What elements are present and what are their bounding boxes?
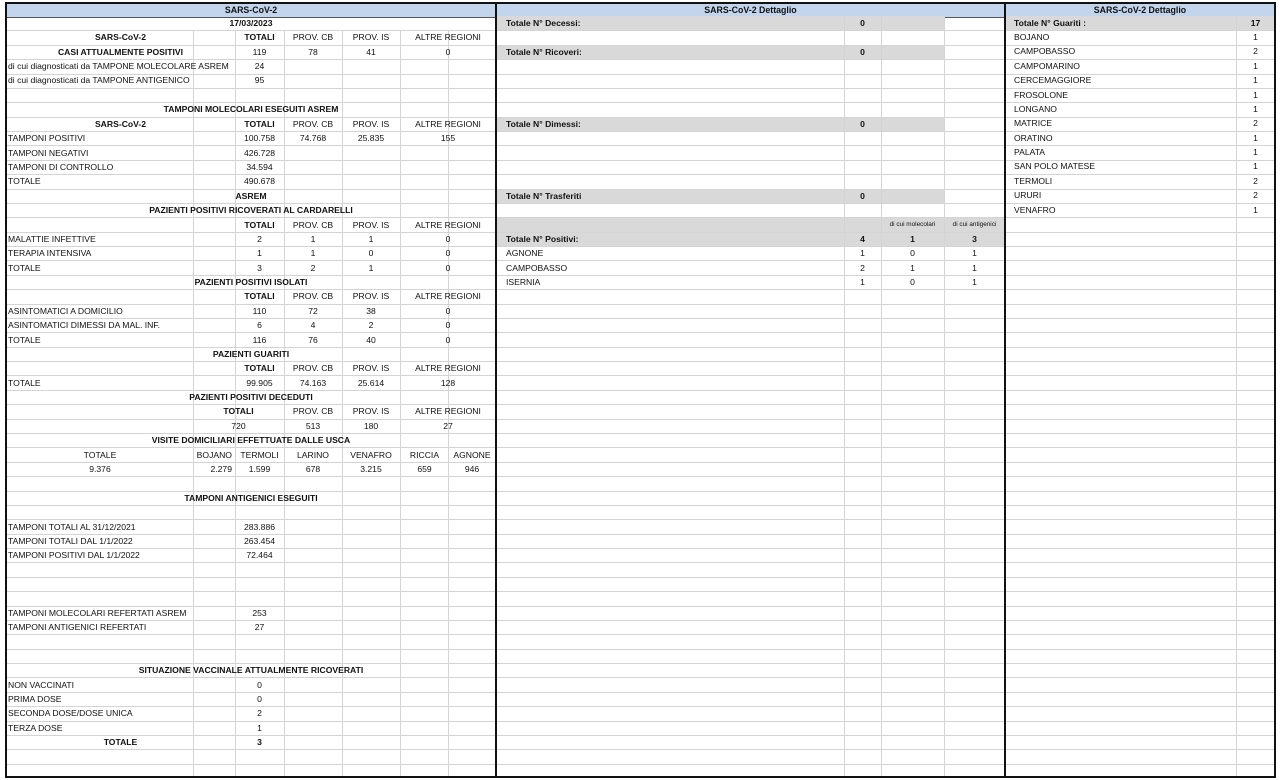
asintomatici-dimessi-totali: 6 (257, 320, 262, 330)
guariti-comune-label: CAMPOMARINO (1014, 61, 1080, 71)
antigenici-2021-value: 283.886 (243, 522, 276, 532)
tamponi-controllo-totali: 34.594 (246, 162, 273, 172)
gridline-h (497, 649, 1004, 650)
gridline-h (1006, 347, 1274, 348)
tamponi-positivi-totali: 100.758 (243, 133, 276, 143)
ricoverati-totale-is: 1 (368, 263, 374, 273)
gridline-h (1006, 289, 1274, 290)
casi-main-altre: 0 (445, 47, 451, 57)
gridline-h (7, 649, 495, 650)
gridline-h (1006, 562, 1274, 563)
isolati-totale-cb: 76 (308, 335, 318, 345)
gridline-h (497, 347, 1004, 348)
terapia-intensiva-cb: 1 (310, 248, 316, 258)
gridline-h (497, 88, 1004, 89)
tamponi-totale-totali: 490.678 (243, 176, 276, 186)
casi-col-totali: TOTALI (244, 32, 275, 42)
gridline-h (497, 145, 1004, 146)
terapia-intensiva-label: TERAPIA INTENSIVA (8, 248, 92, 258)
positivi-molecolari: 1 (910, 234, 915, 244)
gridline-h (497, 404, 1004, 405)
gridline-h (1006, 519, 1274, 520)
positivi-agnone-molecolari: 0 (910, 248, 915, 258)
ricoveri-label: Totale N° Ricoveri: (506, 47, 582, 57)
gridline-h (7, 749, 495, 750)
non-vaccinati-label: NON VACCINATI (8, 680, 75, 690)
vaccinale-totale-label: TOTALE (103, 737, 138, 747)
guariti-comune-label: ORATINO (1014, 133, 1053, 143)
gridline-h (497, 160, 1004, 161)
asintomatici-domicilio-cb: 72 (308, 306, 318, 316)
gridline-h (497, 462, 1004, 463)
asintomatici-dimessi-is: 2 (368, 320, 374, 330)
gridline-h (497, 591, 1004, 592)
decessi-label: Totale N° Decessi: (506, 18, 581, 28)
positivi-sub-molecolari: di cui molecolari (889, 221, 936, 228)
malattie-infettive-cb: 1 (310, 234, 316, 244)
gridline-h (1006, 634, 1274, 635)
deceduti-totali: 720 (231, 421, 246, 431)
gridline-h (1006, 735, 1274, 736)
guariti-detail-value: 17 (1250, 18, 1261, 28)
ricoveri-value: 0 (860, 47, 865, 57)
positivi-totale: 4 (860, 234, 865, 244)
guariti-comune-label: LONGANO (1014, 104, 1057, 114)
gridline-h (497, 131, 1004, 132)
gridline-h (1006, 476, 1274, 477)
gridline-h (497, 433, 1004, 434)
trasferiti-value: 0 (860, 191, 865, 201)
gridline-h (497, 764, 1004, 765)
antigenici-2022-label: TAMPONI TOTALI DAL 1/1/2022 (8, 536, 133, 546)
positivi-campobasso-molecolari: 1 (910, 263, 915, 273)
referti-molecolari-label: TAMPONI MOLECOLARI REFERTATI ASREM (8, 608, 187, 618)
guariti-comune-value: 2 (1253, 176, 1258, 186)
gridline-h (497, 390, 1004, 391)
gridline-h (497, 749, 1004, 750)
guariti-comune-value: 1 (1253, 32, 1258, 42)
gridline-h (497, 447, 1004, 448)
gridline-h (1006, 606, 1274, 607)
non-vaccinati-value: 0 (257, 680, 262, 690)
usca-termoli: 1.599 (248, 464, 271, 474)
guariti-altre: 128 (440, 378, 456, 388)
tamponi-positivi-is: 25.835 (357, 133, 385, 143)
guariti-comune-label: CAMPOBASSO (1014, 46, 1076, 56)
terapia-intensiva-altre: 0 (445, 248, 451, 258)
vaccinale-title: SITUAZIONE VACCINALE ATTUALMENTE RICOVERATI (138, 665, 364, 675)
antigenici-positivi-value: 72.464 (246, 550, 273, 560)
gridline-h (497, 332, 1004, 333)
gridline-h (1006, 706, 1274, 707)
terza-dose-label: TERZA DOSE (8, 723, 63, 733)
positivi-agnone-label: AGNONE (506, 248, 544, 258)
ricoverati-col-cb: PROV. CB (292, 220, 334, 230)
gridline-h (1006, 246, 1274, 247)
ricoverati-totale-totali: 3 (257, 263, 262, 273)
gridline-h (1006, 692, 1274, 693)
guariti-comune-label: SAN POLO MATESE (1014, 161, 1096, 171)
isolati-totale-label: TOTALE (8, 335, 41, 345)
gridline-h (1006, 591, 1274, 592)
report-date: 17/03/2023 (229, 18, 273, 28)
casi-col-cb: PROV. CB (292, 32, 334, 42)
positivi-agnone-antigenici: 1 (972, 248, 977, 258)
gridline-h (1006, 447, 1274, 448)
gridline-h (1006, 361, 1274, 362)
guariti-comune-label: BOJANO (1014, 32, 1050, 42)
guariti-is: 25.614 (357, 378, 385, 388)
asrem-title: ASREM (235, 191, 267, 201)
deceduti-col-totali: TOTALI (223, 406, 254, 416)
gridline-h (497, 735, 1004, 736)
casi-main-totali: 119 (252, 47, 267, 57)
gridline-h (497, 304, 1004, 305)
gridline-h (497, 620, 1004, 621)
gridline-h (1006, 375, 1274, 376)
gridline-h (1006, 764, 1274, 765)
asintomatici-domicilio-totali: 110 (252, 306, 267, 316)
gridline-h (7, 562, 495, 563)
ricoverati-totale-label: TOTALE (8, 263, 41, 273)
malattie-infettive-totali: 2 (257, 234, 262, 244)
gridline-h (1006, 462, 1274, 463)
guariti-totale-label: TOTALE (8, 378, 41, 388)
gridline-h (497, 634, 1004, 635)
isolati-totale-totali: 116 (252, 335, 267, 345)
guariti-comune-value: 2 (1253, 46, 1258, 56)
guariti-totali: 99.905 (246, 378, 273, 388)
terapia-intensiva-totali: 1 (257, 248, 262, 258)
gridline-h (7, 591, 495, 592)
asintomatici-dimessi-label: ASINTOMATICI DIMESSI DA MAL. INF. (8, 320, 161, 330)
positivi-campobasso-label: CAMPOBASSO (506, 263, 568, 273)
gridline-h (1006, 419, 1274, 420)
prima-dose-label: PRIMA DOSE (8, 694, 62, 704)
trasferiti-label: Totale N° Trasferiti (506, 191, 582, 201)
gridline-h (1006, 217, 1274, 218)
gridline-h (497, 692, 1004, 693)
guariti-cb: 74.163 (299, 378, 327, 388)
referti-molecolari-value: 253 (252, 608, 267, 618)
tamponi-positivi-altre: 155 (440, 133, 456, 143)
gridline-h (497, 606, 1004, 607)
terapia-intensiva-is: 0 (368, 248, 374, 258)
left-panel-header: SARS-CoV-2 (7, 4, 495, 18)
tamponi-negativi-label: TAMPONI NEGATIVI (8, 148, 89, 158)
gridline-h (497, 102, 1004, 103)
guariti-detail-label: Totale N° Guariti : (1014, 18, 1087, 28)
ricoverati-col-altre: ALTRE REGIONI (415, 220, 481, 230)
gridline-h (1006, 663, 1274, 664)
antigenici-2022-value: 263.454 (243, 536, 276, 546)
positivi-isernia-molecolari: 0 (910, 277, 915, 287)
guariti-comune-value: 1 (1253, 133, 1258, 143)
gridline-v (1236, 16, 1237, 776)
vaccinale-totale-value: 3 (257, 737, 262, 747)
usca-col-termoli: TERMOLI (240, 450, 279, 460)
gridline-h (497, 375, 1004, 376)
gridline-h (1006, 332, 1274, 333)
usca-larino: 678 (305, 464, 321, 474)
usca-totale: 9.376 (89, 464, 111, 474)
gridline-h (497, 663, 1004, 664)
terza-dose-value: 1 (257, 723, 262, 733)
usca-agnone: 946 (464, 464, 480, 474)
isolati-col-is: PROV. IS (352, 291, 390, 301)
guariti-comune-value: 1 (1253, 75, 1258, 85)
gridline-h (497, 706, 1004, 707)
malattie-infettive-label: MALATTIE INFETTIVE (8, 234, 96, 244)
gridline-h (497, 721, 1004, 722)
gridline-h (1006, 390, 1274, 391)
dimessi-value: 0 (860, 119, 865, 129)
gridline-h (497, 519, 1004, 520)
casi-main-is: 41 (366, 47, 376, 57)
usca-col-riccia: RICCIA (409, 450, 440, 460)
gridline-h (7, 577, 495, 578)
referti-antigenici-label: TAMPONI ANTIGENICI REFERTATI (8, 622, 147, 632)
gridline-h (7, 505, 495, 506)
gridline-h (1006, 232, 1274, 233)
asintomatici-domicilio-altre: 0 (445, 306, 451, 316)
dimessi-label: Totale N° Dimessi: (506, 119, 581, 129)
guariti-comune-label: URURI (1014, 190, 1042, 200)
isolati-totale-altre: 0 (445, 335, 451, 345)
guariti-comune-label: PALATA (1014, 147, 1046, 157)
gridline-h (7, 634, 495, 635)
ricoverati-totale-cb: 2 (310, 263, 316, 273)
gridline-h (1006, 491, 1274, 492)
casi-ant-value: 95 (254, 75, 265, 85)
gridline-h (1006, 260, 1274, 261)
malattie-infettive-is: 1 (368, 234, 374, 244)
gridline-h (497, 74, 1004, 75)
guariti-col-totali: TOTALI (244, 363, 275, 373)
usca-bojano: 2.279 (210, 464, 232, 474)
gridline-v (944, 16, 945, 776)
guariti-title: PAZIENTI GUARITI (212, 349, 290, 359)
tamponi-mol-title: TAMPONI MOLECOLARI ESEGUITI ASREM (163, 104, 339, 114)
guariti-comune-value: 1 (1253, 61, 1258, 71)
gridline-v (881, 16, 882, 776)
gridline-h (497, 318, 1004, 319)
gridline-h (1006, 534, 1274, 535)
deceduti-is: 180 (363, 421, 379, 431)
casi-col-is: PROV. IS (352, 32, 390, 42)
usca-col-agnone: AGNONE (453, 450, 491, 460)
usca-col-venafro: VENAFRO (350, 450, 392, 460)
gridline-h (1006, 749, 1274, 750)
isolati-title: PAZIENTI POSITIVI ISOLATI (194, 277, 308, 287)
gridline-h (497, 30, 1004, 31)
guariti-comune-value: 1 (1253, 205, 1258, 215)
tamponi-mol-col-altre: ALTRE REGIONI (415, 119, 481, 129)
tamponi-positivi-label: TAMPONI POSITIVI (8, 133, 86, 143)
ricoverati-title: PAZIENTI POSITIVI RICOVERATI AL CARDARELLI (149, 205, 353, 215)
guariti-comune-value: 2 (1253, 190, 1258, 200)
tamponi-negativi-totali: 426.728 (243, 148, 276, 158)
guariti-comune-value: 1 (1253, 90, 1258, 100)
isolati-col-cb: PROV. CB (292, 291, 334, 301)
casi-title: SARS-CoV-2 (94, 32, 147, 42)
guariti-comune-label: FROSOLONE (1014, 90, 1068, 100)
gridline-h (497, 59, 1004, 60)
right-panel-header: SARS-CoV-2 Dettaglio (1006, 4, 1274, 18)
usca-col-totale: TOTALE (83, 450, 117, 460)
gridline-h (497, 548, 1004, 549)
positivi-isernia-antigenici: 1 (972, 277, 977, 287)
gridline-h (497, 491, 1004, 492)
deceduti-col-cb: PROV. CB (292, 406, 334, 416)
deceduti-title: PAZIENTI POSITIVI DECEDUTI (189, 392, 313, 402)
positivi-sub-antigenici: di cui antigenici (952, 221, 997, 228)
antigenici-2021-label: TAMPONI TOTALI AL 31/12/2021 (8, 522, 136, 532)
asintomatici-domicilio-is: 38 (366, 306, 376, 316)
guariti-comune-label: CERCEMAGGIORE (1014, 75, 1092, 85)
positivi-isernia-totale: 1 (860, 277, 865, 287)
guariti-col-cb: PROV. CB (292, 363, 334, 373)
gridline-h (1006, 304, 1274, 305)
gridline-h (1006, 548, 1274, 549)
positivi-antigenici: 3 (972, 234, 977, 244)
tamponi-mol-subtitle: SARS-CoV-2 (94, 119, 147, 129)
malattie-infettive-altre: 0 (445, 234, 451, 244)
gridline-h (497, 562, 1004, 563)
deceduti-cb: 513 (305, 421, 321, 431)
gridline-h (1006, 649, 1274, 650)
guariti-col-is: PROV. IS (352, 363, 390, 373)
deceduti-col-altre: ALTRE REGIONI (415, 406, 481, 416)
guariti-comune-label: VENAFRO (1014, 205, 1056, 215)
guariti-comune-value: 1 (1253, 161, 1258, 171)
seconda-dose-value: 2 (257, 708, 262, 718)
referti-antigenici-value: 27 (254, 622, 265, 632)
ricoverati-col-is: PROV. IS (352, 220, 390, 230)
positivi-isernia-label: ISERNIA (506, 277, 541, 287)
decessi-value: 0 (860, 18, 865, 28)
positivi-campobasso-antigenici: 1 (972, 263, 977, 273)
guariti-col-altre: ALTRE REGIONI (415, 363, 481, 373)
casi-mol-value: 24 (254, 61, 265, 71)
usca-title: VISITE DOMICILIARI EFFETTUATE DALLE USCA (151, 435, 351, 445)
deceduti-col-is: PROV. IS (352, 406, 390, 416)
gridline-h (1006, 620, 1274, 621)
usca-riccia: 659 (417, 464, 432, 474)
tamponi-controllo-label: TAMPONI DI CONTROLLO (8, 162, 114, 172)
guariti-comune-label: TERMOLI (1014, 176, 1053, 186)
ricoverati-totale-altre: 0 (445, 263, 451, 273)
casi-main-cb: 78 (308, 47, 318, 57)
gridline-h (1006, 677, 1274, 678)
gridline-h (1006, 721, 1274, 722)
gridline-h (497, 577, 1004, 578)
usca-col-larino: LARINO (297, 450, 329, 460)
usca-col-bojano: BOJANO (196, 450, 232, 460)
casi-mol-label: di cui diagnosticati da TAMPONE MOLECOLARE ASREM (8, 61, 229, 71)
positivi-label: Totale N° Positivi: (506, 234, 579, 244)
antigenici-title: TAMPONI ANTIGENICI ESEGUITI (184, 493, 318, 503)
gridline-h (1006, 433, 1274, 434)
guariti-comune-value: 1 (1253, 147, 1258, 157)
usca-venafro: 3.215 (360, 464, 382, 474)
guariti-comune-value: 2 (1253, 118, 1258, 128)
gridline-h (7, 476, 495, 477)
gridline-h (497, 419, 1004, 420)
isolati-col-altre: ALTRE REGIONI (415, 291, 481, 301)
guariti-comune-label: MATRICE (1014, 118, 1053, 128)
prima-dose-value: 0 (257, 694, 262, 704)
gridline-h (1006, 577, 1274, 578)
ricoverati-col-totali: TOTALI (244, 220, 275, 230)
gridline-h (497, 174, 1004, 175)
casi-ant-label: di cui diagnosticati da TAMPONE ANTIGENICO (8, 75, 190, 85)
gridline-h (1006, 505, 1274, 506)
asintomatici-dimessi-altre: 0 (445, 320, 451, 330)
deceduti-altre: 27 (443, 421, 453, 431)
positivi-campobasso-totale: 2 (860, 263, 865, 273)
gridline-h (7, 764, 495, 765)
tamponi-mol-col-totali: TOTALI (244, 119, 275, 129)
casi-main-label: CASI ATTUALMENTE POSITIVI (57, 47, 184, 57)
gridline-h (497, 677, 1004, 678)
asintomatici-dimessi-cb: 4 (310, 320, 316, 330)
gridline-h (497, 534, 1004, 535)
gridline-h (497, 203, 1004, 204)
isolati-totale-is: 40 (366, 335, 376, 345)
gridline-h (497, 505, 1004, 506)
gridline-h (497, 476, 1004, 477)
gridline-h (497, 289, 1004, 290)
isolati-col-totali: TOTALI (244, 291, 275, 301)
seconda-dose-label: SECONDA DOSE/DOSE UNICA (8, 708, 133, 718)
gridline-h (497, 361, 1004, 362)
tamponi-mol-col-is: PROV. IS (352, 119, 390, 129)
gridline-h (7, 88, 495, 89)
middle-panel-header: SARS-CoV-2 Dettaglio (497, 4, 1004, 18)
asintomatici-domicilio-label: ASINTOMATICI A DOMICILIO (8, 306, 123, 316)
tamponi-totale-label: TOTALE (8, 176, 41, 186)
gridline-h (1006, 275, 1274, 276)
antigenici-positivi-label: TAMPONI POSITIVI DAL 1/1/2022 (8, 550, 140, 560)
guariti-comune-value: 1 (1253, 104, 1258, 114)
gridline-h (1006, 318, 1274, 319)
casi-col-altre: ALTRE REGIONI (415, 32, 481, 42)
gridline-h (1006, 404, 1274, 405)
positivi-agnone-totale: 1 (860, 248, 865, 258)
tamponi-mol-col-cb: PROV. CB (292, 119, 334, 129)
tamponi-positivi-cb: 74.768 (299, 133, 327, 143)
